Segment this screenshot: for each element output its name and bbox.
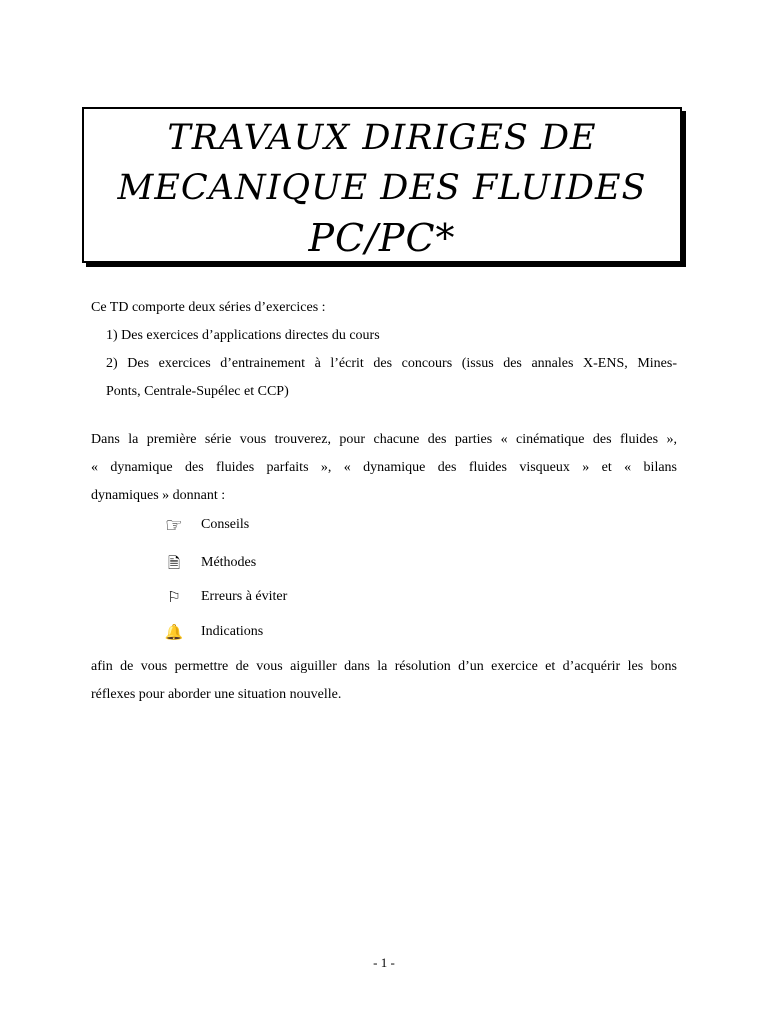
flag-icon: ⚐: [167, 588, 181, 606]
legend-label: Indications: [201, 624, 264, 639]
bell-icon: 🔔: [164, 623, 184, 641]
intro-item-2-line-2: Ponts, Centrale-Supélec et CCP): [106, 384, 289, 399]
paragraph-line-3: dynamiques » donnant :: [91, 488, 226, 503]
paragraph-line-1: Dans la première série vous trouverez, pour chacune des parties « cinématique des fluides »,: [91, 432, 677, 447]
conclusion-line-2: réflexes pour aborder une situation nouvelle.: [91, 687, 342, 702]
page-number: - 1 -: [373, 955, 395, 970]
intro-lead: Ce TD comporte deux séries d’exercices :: [91, 300, 326, 315]
paragraph-line-2: « dynamique des fluides parfaits », « dynamique des fluides visqueux » et « bilans: [91, 460, 677, 475]
conclusion-line-1: afin de vous permettre de vous aiguiller dans la résolution d’un exercice et d’acquérir les bons: [91, 659, 677, 674]
legend-label: Méthodes: [201, 555, 257, 570]
intro-item-1: 1) Des exercices d’applications directes du cours: [106, 328, 380, 343]
legend-label: Erreurs à éviter: [201, 589, 288, 604]
title-box: [82, 107, 682, 263]
legend-label: Conseils: [201, 517, 250, 532]
title-line-3: PC/PC*: [308, 216, 456, 260]
document-icon: 🗎: [167, 554, 181, 572]
intro-item-2-line-1: 2) Des exercices d’entrainement à l’écrit des concours (issus des annales X-ENS, Mines-: [106, 356, 677, 371]
title-line-2: MECANIQUE DES FLUIDES: [117, 168, 647, 208]
title-line-1: TRAVAUX DIRIGES DE: [167, 118, 597, 158]
pointing-hand-icon: ☞: [165, 513, 183, 537]
